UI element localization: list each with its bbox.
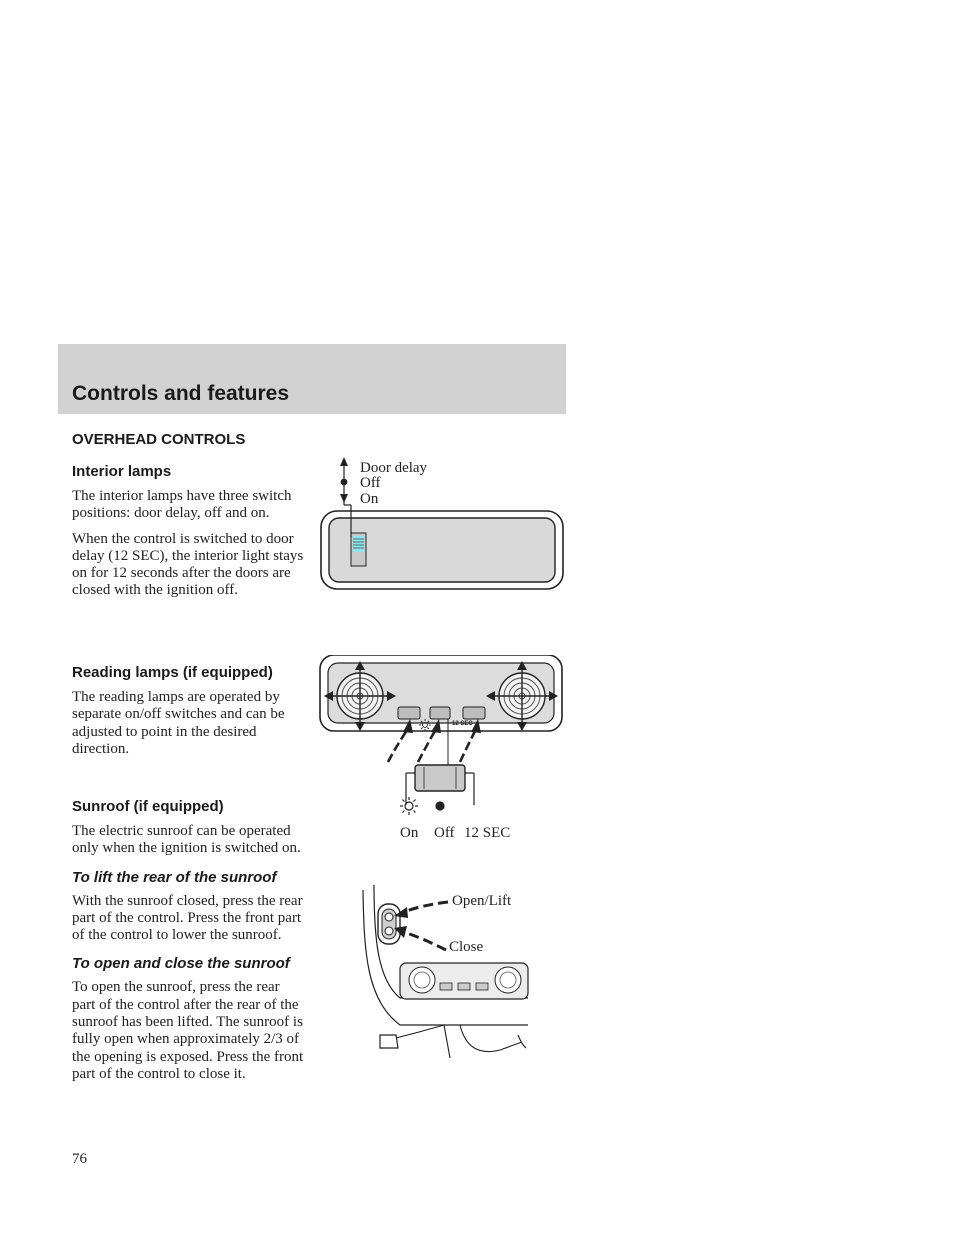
sunroof-control-figure xyxy=(360,880,535,1060)
arrow-down-icon xyxy=(340,494,348,503)
left-lamp-switch xyxy=(398,707,420,719)
sun-icon xyxy=(400,797,418,815)
enlarged-switch xyxy=(415,765,465,791)
door-delay-label: Door delay xyxy=(360,460,428,476)
on-label: On xyxy=(400,825,419,841)
sunroof-paragraph-3: To open the sunroof, press the rear part of the control after the rear of the sunroof has been lifted. The sunroof is fully open when approximately 2/3 of the opening is exposed. Press the front part of the control to close it. xyxy=(72,979,304,1082)
close-label: Close xyxy=(449,939,484,955)
reading-lamps-paragraph: The reading lamps are operated by separate on/off switches and can be adjusted to point in the desired direction. xyxy=(72,689,285,757)
page-header-title: Controls and features xyxy=(72,382,290,405)
sunroof-text xyxy=(72,798,304,1083)
interior-lamps-paragraph-1: The interior lamps have three switch positions: door delay, off and on. xyxy=(72,488,292,522)
open-lift-label: Open/Lift xyxy=(452,893,512,909)
header-band xyxy=(58,344,566,414)
interior-lamps-heading: Interior lamps xyxy=(72,463,172,480)
dot-icon xyxy=(435,801,444,810)
reading-lamps-heading: Reading lamps (if equipped) xyxy=(72,664,273,681)
on-label: On xyxy=(360,491,379,507)
interior-lamps-paragraph-2: When the control is switched to door delay (12 SEC), the interior light stays on for 12 seconds after the doors are closed with the ignition off. xyxy=(72,530,304,599)
switch-indicator xyxy=(353,536,364,552)
right-lamp-switch xyxy=(463,707,485,719)
12sec-label: 12 SEC xyxy=(464,825,511,841)
sunroof-paragraph-2: With the sunroof closed, press the rear part of the control. Press the front part of the control to lower the sunroof. xyxy=(72,892,303,944)
arrow-up-icon xyxy=(340,457,348,466)
dot-icon xyxy=(341,479,348,486)
page-number: 76 xyxy=(72,1151,87,1167)
switch-12sec-small-label: 12 SEC xyxy=(452,721,473,727)
reading-lamps-text xyxy=(72,664,304,758)
off-label: Off xyxy=(434,825,455,841)
section-heading-block xyxy=(72,431,304,448)
sunroof-heading: Sunroof (if equipped) xyxy=(72,798,224,815)
interior-lamps-text xyxy=(72,463,304,600)
reading-lamps-figure xyxy=(318,655,568,845)
sunroof-open-heading: To open and close the sunroof xyxy=(72,955,290,973)
center-lamp-switch xyxy=(430,707,450,719)
section-title: OVERHEAD CONTROLS xyxy=(72,431,246,448)
sunroof-lift-heading: To lift the rear of the sunroof xyxy=(72,868,277,886)
off-label: Off xyxy=(360,475,381,491)
interior-lamp-switch-figure xyxy=(318,455,568,595)
sunroof-paragraph-1: The electric sunroof can be operated only when the ignition is switched on. xyxy=(72,823,301,857)
